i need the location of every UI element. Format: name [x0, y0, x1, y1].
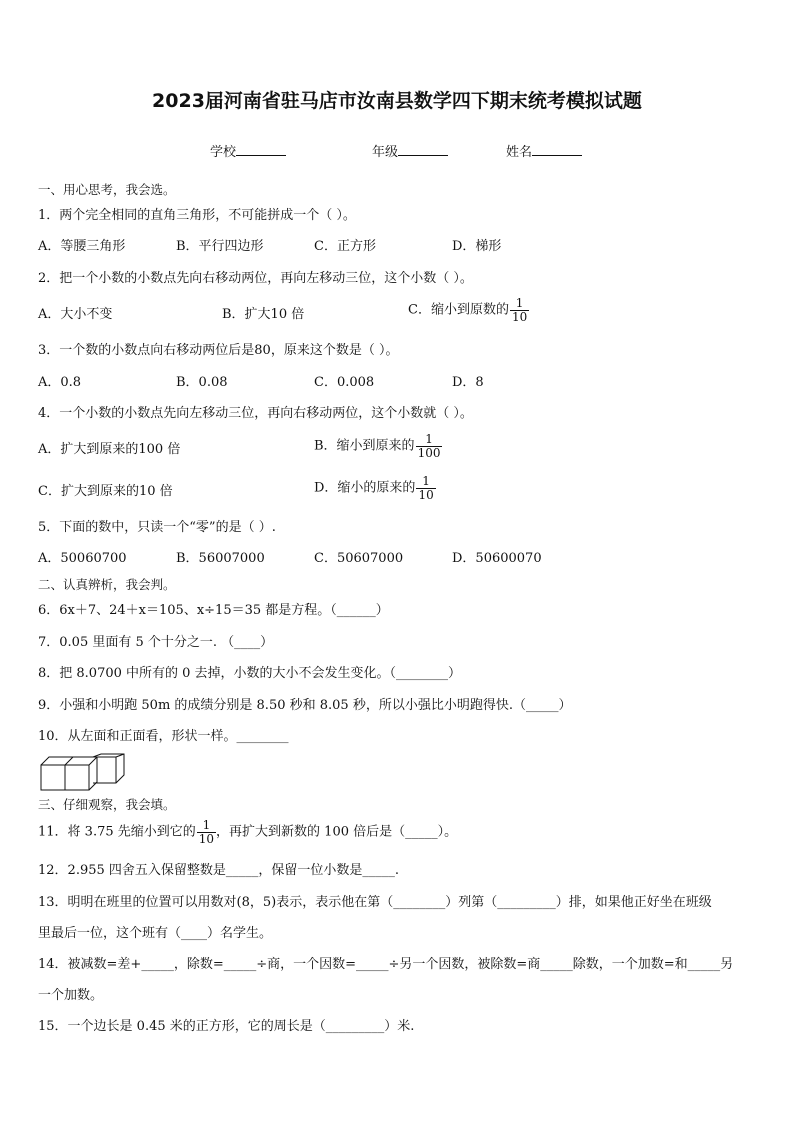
cube-figure — [40, 753, 128, 791]
school-label: 学校 — [210, 145, 237, 160]
section-heading-3: 三、仔细观察，我会填。 — [38, 797, 176, 812]
q1-option-c[interactable]: C．正方形 — [314, 239, 376, 254]
section-heading-2: 二、认真辨析，我会判。 — [38, 577, 176, 592]
question-7: 7．0.05 里面有 5 个十分之一. （____） — [38, 635, 274, 650]
q4-fraction-b: $\frac{1}{100}$ — [417, 432, 441, 460]
question-13-line-1: 13．明明在班里的位置可以用数对(8，5)表示，表示他在第（________）列第（_________）排，如果他正好坐在班级 — [38, 895, 712, 910]
question-11: 11．将 3.75 先缩小到它的 $\frac{1}{10}$ ，再扩大到新数的 100 倍后是（_____）。 — [38, 818, 458, 846]
q2-option-c[interactable] — [408, 297, 529, 324]
question-2: 2．把一个小数的小数点先向右移动两位，再向左移动三位，这个小数（ ）。 — [38, 271, 473, 286]
grade-field[interactable] — [372, 141, 448, 162]
question-5: 5．下面的数中，只读一个“零”的是（ ）. — [38, 520, 276, 535]
q4-option-b-text: B．缩小到原来的 — [314, 438, 415, 454]
q4-option-c[interactable]: C．扩大到原来的10 倍 — [38, 484, 173, 499]
question-15: 15．一个边长是 0.45 米的正方形，它的周长是（_________）米. — [38, 1019, 415, 1034]
q11-fraction: $\frac{1}{10}$ — [198, 818, 215, 846]
question-6: 6．6x＋7、24＋x＝105、x÷15＝35 都是方程。（______） — [38, 603, 389, 618]
school-blank[interactable] — [236, 141, 286, 156]
q2-option-a[interactable]: A．大小不变 — [38, 307, 113, 322]
q2-option-c-text: C．缩小到原数的 — [408, 302, 509, 318]
q5-option-b[interactable]: B．56007000 — [176, 551, 265, 566]
question-14-line-2: 一个加数。 — [38, 988, 104, 1003]
grade-label: 年级 — [372, 145, 399, 160]
q4-option-d[interactable] — [314, 475, 436, 502]
question-14-line-1: 14．被减数=差+_____，除数=_____÷商，一个因数=_____÷另一个因数，被除数=商_____除数，一个加数=和_____另 — [38, 957, 734, 972]
question-1: 1．两个完全相同的直角三角形，不可能拼成一个（ ）。 — [38, 208, 356, 223]
name-blank[interactable] — [532, 141, 582, 156]
section-heading-1: 一、用心思考，我会选。 — [38, 182, 176, 197]
question-13-line-2: 里最后一位，这个班有（____）名学生。 — [38, 926, 273, 941]
question-3: 3．一个数的小数点向右移动两位后是80，原来这个数是（ ）。 — [38, 343, 399, 358]
q4-option-b[interactable] — [314, 433, 442, 460]
q2-option-b[interactable]: B．扩大10 倍 — [222, 307, 305, 322]
name-field[interactable] — [506, 141, 582, 162]
q5-option-c[interactable]: C．50607000 — [314, 551, 404, 566]
question-8: 8．把 8.0700 中所有的 0 去掉，小数的大小不会发生变化。（________） — [38, 666, 462, 681]
q2-fraction: $\frac{1}{10}$ — [511, 296, 528, 324]
q1-option-d[interactable]: D．梯形 — [452, 239, 502, 254]
q3-option-d[interactable]: D．8 — [452, 375, 484, 390]
question-12: 12．2.955 四舍五入保留整数是_____，保留一位小数是_____. — [38, 863, 400, 878]
q4-option-d-text: D．缩小的原来的 — [314, 480, 416, 496]
q3-option-b[interactable]: B．0.08 — [176, 375, 228, 390]
question-4: 4．一个小数的小数点先向左移动三位，再向右移动两位，这个小数就（ ）。 — [38, 406, 473, 421]
grade-blank[interactable] — [398, 141, 448, 156]
q5-option-d[interactable]: D．50600070 — [452, 551, 542, 566]
school-field[interactable] — [210, 141, 286, 162]
question-10: 10．从左面和正面看，形状一样。________ — [38, 729, 289, 744]
q3-option-a[interactable]: A．0.8 — [38, 375, 82, 390]
q4-fraction-d: $\frac{1}{10}$ — [418, 474, 434, 502]
q5-option-a[interactable]: A．50060700 — [38, 551, 127, 566]
q3-option-c[interactable]: C．0.008 — [314, 375, 375, 390]
q1-option-a[interactable]: A．等腰三角形 — [38, 239, 126, 254]
question-9: 9．小强和小明跑 50m 的成绩分别是 8.50 秒和 8.05 秒，所以小强比小明跑得快.（_____） — [38, 698, 572, 713]
page-title: 2023届河南省驻马店市汝南县数学四下期末统考模拟试题 — [152, 90, 642, 112]
q4-option-a[interactable]: A．扩大到原来的100 倍 — [38, 442, 181, 457]
q1-option-b[interactable]: B．平行四边形 — [176, 239, 264, 254]
name-label: 姓名 — [506, 145, 533, 160]
